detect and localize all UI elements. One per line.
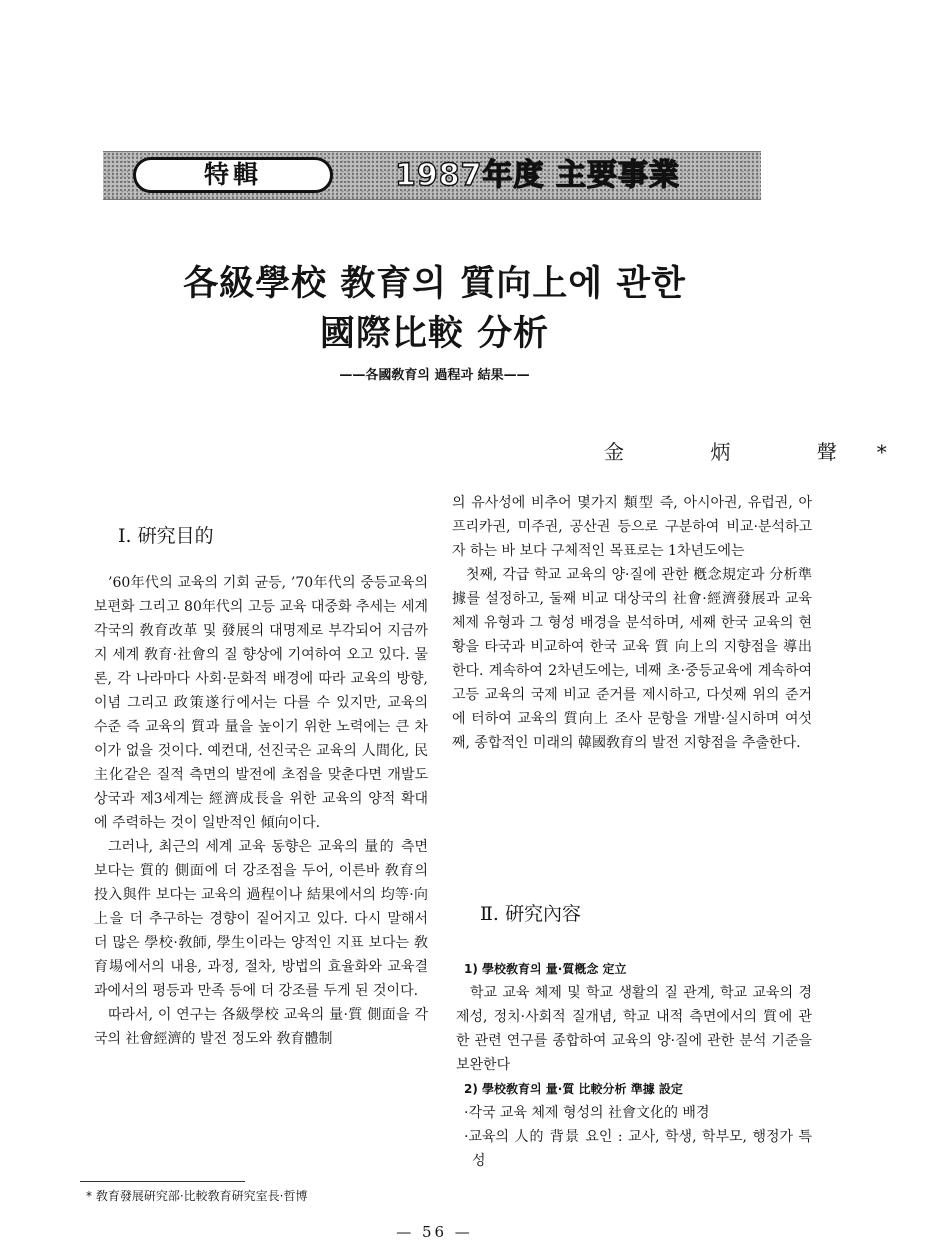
banner-tag: 特輯 [133,157,333,193]
section1-paragraph-2: 그러나, 최근의 세계 교육 동향은 교육의 量的 측면 보다는 質的 側面에 더 강조점을 두어, 이른바 敎育의 投入與件 보다는 교육의 過程이나 結果에서의 均等·向上을 더 추구하는 경향이 짙어지고 있다. 다시 말해서 더 많은 學校·敎師, 學生이라는 양적인 지표 보다는 敎育場에서의 내용, 과정, 절차, 방법의 효율화와 교육결과에서의 평등과 만족 등에 더 강조를 두게 된 것이다. [94,839,428,999]
banner-title: 1987年度 主要事業 [395,158,680,193]
continuation-paragraph: 의 유사성에 비추어 몇가지 類型 즉, 아시아권, 유럽권, 아프리카권, 미주권, 공산권 등으로 구분하여 비교·분석하고자 하는 바 보다 구체적인 목표로는 1차년도에는 [452,495,812,559]
author-name: 金 炳 聲* [604,440,927,464]
section2-bullet-2: ·교육의 人的 背景 요인 : 교사, 학생, 학부모, 행정가 특성 [464,1129,812,1169]
article-title-line2: 國際比較 分析 [319,313,550,354]
right-column [452,491,812,755]
left-column [94,571,428,1051]
special-feature-banner [103,151,761,200]
section2-item1-text: 학교 교육 체제 및 학교 생활의 질 관계, 학교 교육의 경제성, 정치·사회적 질개념, 학교 내적 측면에서의 質에 관한 관련 연구를 종합하여 교육의 양·질에 관한 분석 기준을 보완한다 [456,985,812,1073]
article-subtitle: ——各國敎育의 過程과 結果—— [339,368,530,383]
footnote: * 敎育發展硏究部·比較敎育硏究室長·哲博 [86,1189,308,1203]
section1-heading: Ⅰ. 硏究目的 [118,525,214,547]
page-number: — 56 — [396,1223,473,1241]
section1-paragraph-3: 따라서, 이 연구는 各級學校 교육의 量·質 側面을 각국의 社會經濟的 발전 정도와 敎育體制 [94,1007,428,1047]
section2-heading: Ⅱ. 硏究內容 [480,903,581,925]
article-title-line1: 各級學校 教育의 質向上에 관한 [183,263,686,304]
section1-paragraph-1: ’60年代의 교육의 기회 균등, ’70年代의 중등교육의 보편화 그리고 80年代의 고등 교육 대중화 추세는 세계 각국의 敎育改革 및 發展의 대명제로 부각되어 지금까지 세계 敎育·社會의 질 향상에 기여하여 오고 있다. 물론, 각 나라마다 사회·문화적 배경에 따라 교육의 방향, 이념 그리고 政策遂行에서는 다를 수 있지만, 교육의 수준 즉 교육의 質과 量을 높이기 위한 노력에는 큰 차이가 없을 것이다. 예컨대, 선진국은 교육의 人間化, 民主化같은 질적 측면의 발전에 초점을 맞춘다면 개발도상국과 제3세계는 經濟成長을 위한 교육의 양적 확대에 주력하는 것이 일반적인 傾向이다. [94,575,428,831]
section2-item1-label: 1) 學校敎育의 量·質槪念 定立 [464,962,627,976]
footnote-divider [80,1181,245,1182]
section2-item2-label: 2) 學校敎育의 量·質 比較分析 準據 設定 [464,1082,683,1096]
objectives-paragraph: 첫째, 각급 학교 교육의 양·질에 관한 槪念規定과 分析準據를 설정하고, 둘째 비교 대상국의 社會·經濟發展과 교육 체제 유형과 그 형성 배경을 분석하며, 세째 한국 교육의 현황을 타국과 비교하여 한국 교육 質 向上의 지향점을 導出한다. 계속하여 2차년도에는, 네째 초·중등교육에 계속하여 고등 교육의 국제 비교 준거를 제시하고, 다섯째 위의 준거에 터하여 교육의 質向上 조사 문항을 개발·실시하며 여섯째, 종합적인 미래의 韓國敎育의 발전 지향점을 추출한다. [452,567,812,751]
section2-body [456,957,812,1173]
section2-bullet-1: ·각국 교육 체제 형성의 社會文化的 배경 [464,1105,710,1121]
